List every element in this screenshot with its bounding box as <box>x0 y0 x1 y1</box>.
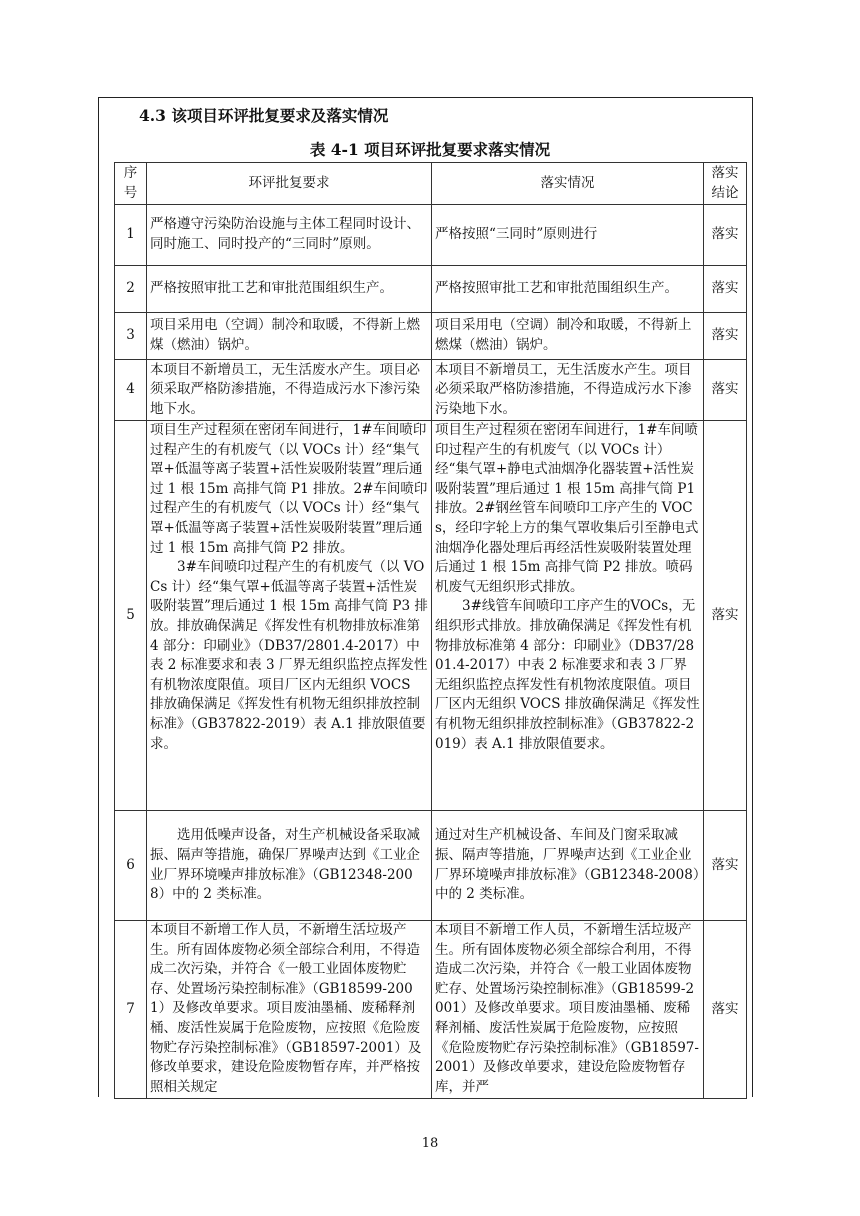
row-requirement: 严格按照审批工艺和审批范围组织生产。 <box>147 266 432 313</box>
table-title: 表 4-1 项目环评批复要求落实情况 <box>309 140 551 159</box>
row-no: 7 <box>115 921 147 1099</box>
row-implementation: 严格按照“三同时”原则进行 <box>432 205 704 266</box>
requirement-paragraph-1: 项目生产过程须在密闭车间进行，1#车间喷印过程产生的有机废气（以 VOCs 计）经“集气罩+低温等离子装置+活性炭吸附装置”理后通过 1 根 15m 高排气筒 P1 排放。2#车间喷印过程产生的有机废气（以 VOCs 计）经“集气罩+低温等离子装置+活性炭吸附装置”理后通过 1 根 15m 高排气筒 P2 排放。 <box>150 422 428 556</box>
row-no: 5 <box>115 421 147 811</box>
row-no: 4 <box>115 360 147 421</box>
row-requirement <box>147 811 432 921</box>
header-implementation: 落实情况 <box>432 163 704 205</box>
row-no: 3 <box>115 313 147 360</box>
header-conclusion: 落实结论 <box>704 163 747 205</box>
row-conclusion: 落实 <box>704 313 747 360</box>
row-requirement: 严格遵守污染防治设施与主体工程同时设计、同时施工、同时投产的“三同时”原则。 <box>147 205 432 266</box>
table-row <box>115 421 747 811</box>
row-implementation: 本项目不新增员工，无生活废水产生。项目必须采取严格防渗措施，不得造成污水下渗污染地下水。 <box>432 360 704 421</box>
header-no: 序号 <box>115 163 147 205</box>
row-requirement: 项目采用电（空调）制冷和取暖，不得新上燃煤（燃油）锅炉。 <box>147 313 432 360</box>
row-conclusion: 落实 <box>704 421 747 811</box>
approval-table <box>114 162 747 1099</box>
row-conclusion: 落实 <box>704 811 747 921</box>
row-implementation: 通过对生产机械设备、车间及门窗采取减振、隔声等措施，厂界噪声达到《工业企业厂界环境噪声排放标准》（GB12348-2008）中的 2 类标准。 <box>432 811 704 921</box>
section-title: 4.3 该项目环评批复要求及落实情况 <box>139 106 389 125</box>
row-no: 6 <box>115 811 147 921</box>
table-row <box>115 921 747 1099</box>
table-row <box>115 313 747 360</box>
row-no: 1 <box>115 205 147 266</box>
table-row <box>115 360 747 421</box>
row-conclusion: 落实 <box>704 921 747 1099</box>
table-header-row <box>115 163 747 205</box>
header-requirement: 环评批复要求 <box>147 163 432 205</box>
table-row <box>115 205 747 266</box>
row-conclusion: 落实 <box>704 360 747 421</box>
implementation-paragraph-2: 3#线管车间喷印工序产生的VOCs，无组织形式排放。排放确保满足《挥发性有机物排放标准第 4 部分：印刷业》（DB37/2801.4-2017）中表 2 标准要求和表 3 厂界无组织监控点挥发性有机物浓度限值。项目厂区内无组织 VOCS 排放确保满足《挥发性有机物无组织排放控制标准》（GB37822-2019）表 A.1 排放限值要求。 <box>435 598 700 752</box>
row-requirement <box>147 421 432 811</box>
row-requirement: 本项目不新增员工，无生活废水产生。项目必须采取严格防渗措施，不得造成污水下渗污染地下水。 <box>147 360 432 421</box>
row-implementation <box>432 421 704 811</box>
implementation-paragraph-1: 项目生产过程须在密闭车间进行，1#车间喷印过程产生的有机废气（以 VOCs 计）经“集气罩+静电式油烟净化器装置+活性炭吸附装置”理后通过 1 根 15m 高排气筒 P1 排放。2#钢丝管车间喷印工序产生的 VOCs，经印字轮上方的集气罩收集后引至静电式油烟净化器处理后再经活性炭吸附装置处理后通过 1 根 15m 高排气筒 P2 排放。喷码机废气无组织形式排放。 <box>435 422 699 595</box>
requirement-paragraph-2: 3#车间喷印过程产生的有机废气（以 VOCs 计）经“集气罩+低温等离子装置+活性炭吸附装置”理后通过 1 根 15m 高排气筒 P3 排放。排放确保满足《挥发性有机物排放标准第 4 部分：印刷业》（DB37/2801.4-2017）中表 2 标准要求和表 3 厂界无组织监控点挥发性有机物浓度限值。项目厂区内无组织 VOCS 排放确保满足《挥发性有机物无组织排放控制标准》（GB37822-2019）表 A.1 排放限值要求。 <box>150 559 428 752</box>
row-implementation: 本项目不新增工作人员，不新增生活垃圾产生。所有固体废物必须全部综合利用，不得造成二次污染，并符合《一般工业固体废物贮存、处置场污染控制标准》（GB18599-2001）及修改单要求。项目废油墨桶、废稀释剂桶、废活性炭属于危险废物，应按照《危险废物贮存污染控制标准》（GB18597-2001）及修改单要求，建设危险废物暂存库，并严 <box>432 921 704 1099</box>
table-row <box>115 811 747 921</box>
page-number: 18 <box>421 1136 439 1151</box>
row-requirement: 本项目不新增工作人员，不新增生活垃圾产生。所有固体废物必须全部综合利用，不得造成二次污染，并符合《一般工业固体废物贮存、处置场污染控制标准》（GB18599-2001）及修改单要求。项目废油墨桶、废稀释剂桶、废活性炭属于危险废物，应按照《危险废物贮存污染控制标准》（GB18597-2001）及修改单要求，建设危险废物暂存库，并严格按照相关规定 <box>147 921 432 1099</box>
row-implementation: 严格按照审批工艺和审批范围组织生产。 <box>432 266 704 313</box>
row-implementation: 项目采用电（空调）制冷和取暖，不得新上燃煤（燃油）锅炉。 <box>432 313 704 360</box>
row-conclusion: 落实 <box>704 266 747 313</box>
requirement-paragraph: 选用低噪声设备，对生产机械设备采取减振、隔声等措施，确保厂界噪声达到《工业企业厂界环境噪声排放标准》（GB12348-2008）中的 2 类标准。 <box>150 827 420 903</box>
table-row <box>115 266 747 313</box>
row-no: 2 <box>115 266 147 313</box>
row-conclusion: 落实 <box>704 205 747 266</box>
